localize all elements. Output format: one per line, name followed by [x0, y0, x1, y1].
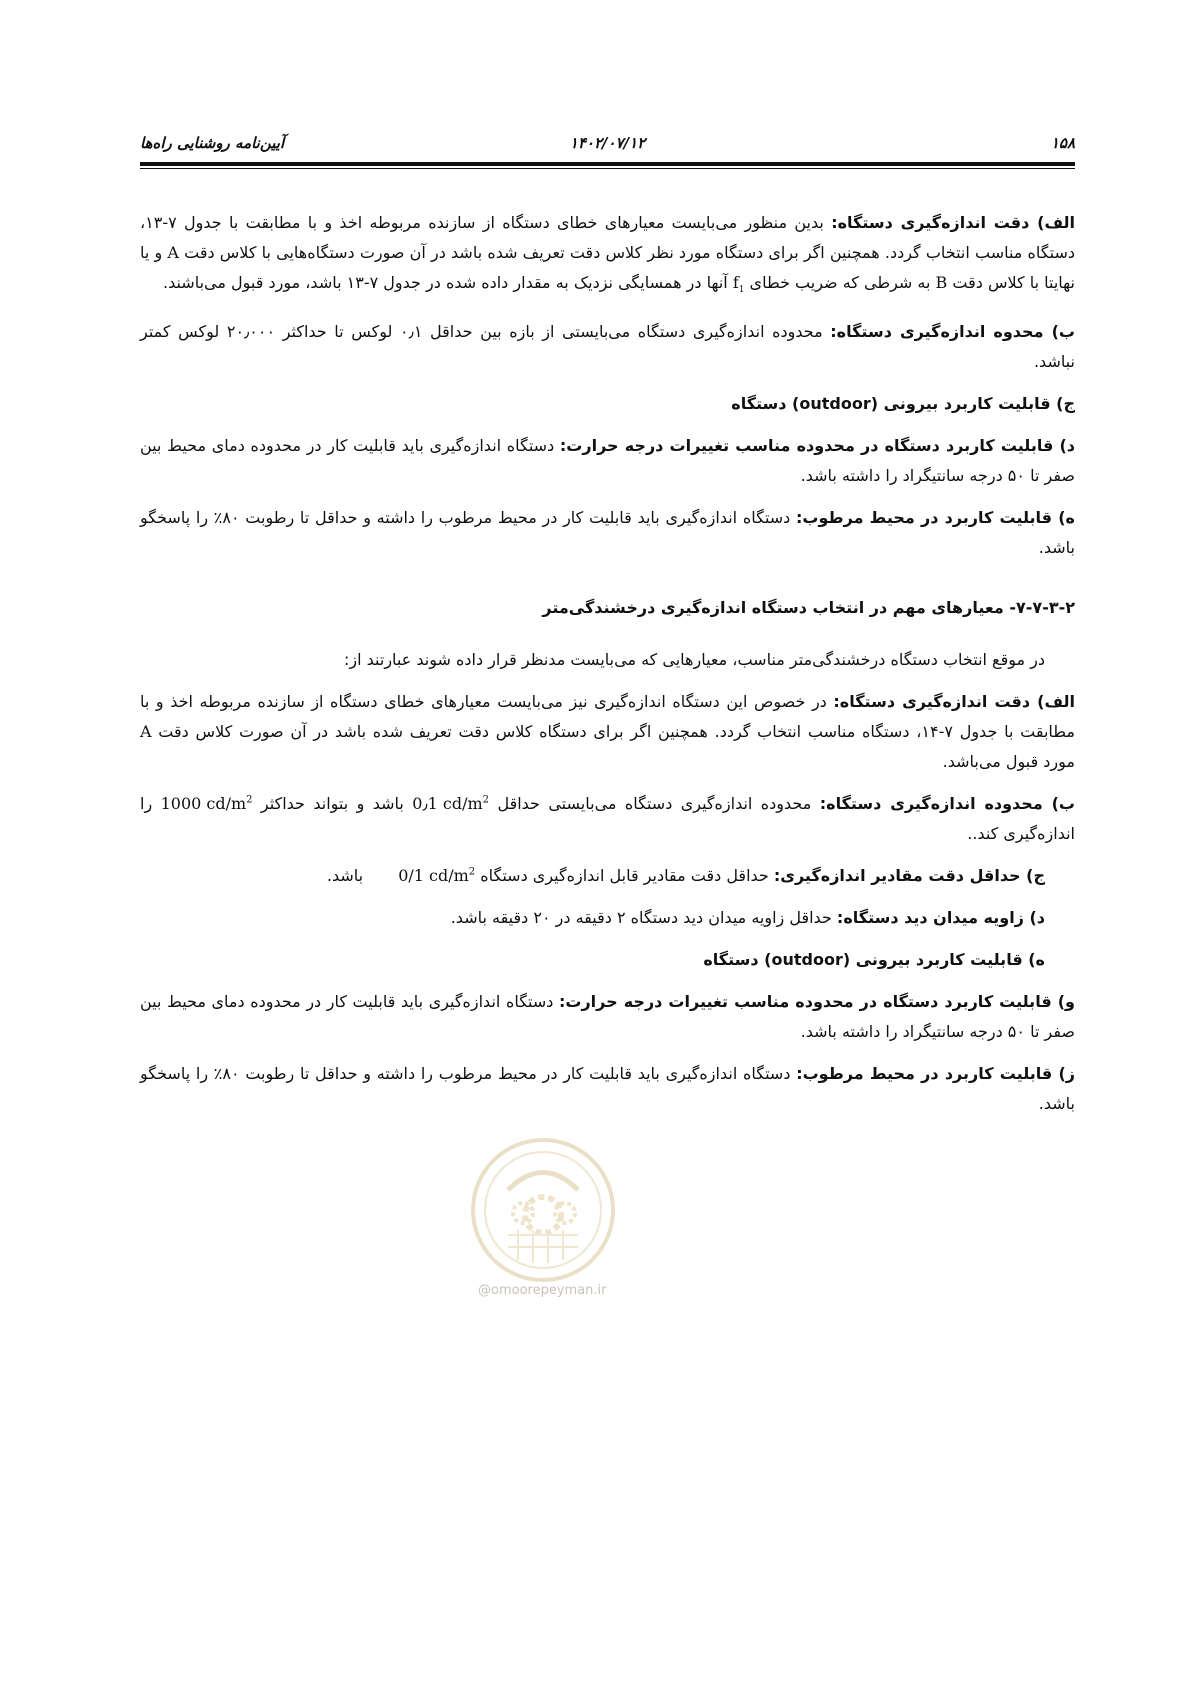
label: ه) قابلیت کاربرد بیرونی (outdoor) دستگاه: [703, 950, 1045, 970]
paragraph-outdoor-1: [140, 389, 1075, 419]
paragraph-field-of-view: د) زاویه میدان دید دستگاه: حداقل زاویه میدان دید دستگاه ۲ دقیقه در ۲۰ دقیقه باشد.: [450, 908, 1045, 928]
header-date: ۱۴۰۲/۰۷/۱۲: [569, 134, 646, 152]
label: ج) قابلیت کاربرد بیرونی (outdoor) دستگاه: [731, 394, 1075, 414]
section-intro: در موقع انتخاب دستگاه درخشندگی‌متر مناسب، معیارهایی که می‌بایست مدنظر قرار داده شوند عبارتند از:: [343, 650, 1045, 670]
paragraph-accuracy-1: الف) دقت اندازه‌گیری دستگاه: بدین منظور می‌بایست معیارهای خطای دستگاه از سازنده مربوطه اخذ و با مطابقت با جدول ۷-۱۳، دستگاه مناسب انتخاب گردد. همچنین اگر برای دستگاه مورد نظر کلاس دقت تعریف شده باشد در آن صورت دستگاه‌هایی با کلاس دقت A و یا نهایتا با کلاس دقت B به شرطی که ضریب خطای $f_1$ آنها در همسایگی نزدیک به مقدار داده شده در جدول ۷-۱۳ باشد، مورد قبول می‌باشند.: [140, 213, 1076, 296]
label: د) زاویه میدان دید دستگاه:: [836, 908, 1045, 928]
paragraph-humidity-2: ز) قابلیت کاربرد در محیط مرطوب: دستگاه اندازه‌گیری باید قابلیت کار در محیط مرطوب را داشته و حداقل تا رطوبت ۸۰٪ را پاسخگو باشد.: [140, 1064, 1075, 1114]
label: ج) حداقل دقت مقادیر اندازه‌گیری:: [773, 866, 1045, 886]
paragraph-temperature-1: د) قابلیت کاربرد دستگاه در محدوده مناسب تغییرات درجه حرارت: دستگاه اندازه‌گیری باید قابلیت کار در محدوده دمای محیط بین صفر تا ۵۰ درجه سانتیگراد را داشته باشد.: [140, 436, 1075, 486]
label: ز) قابلیت کاربرد در محیط مرطوب:: [796, 1064, 1075, 1084]
header-rule-thick: [140, 162, 1075, 166]
label: ب) محدوه اندازه‌گیری دستگاه:: [830, 322, 1075, 342]
label: و) قابلیت کاربرد دستگاه در محدوده مناسب تغییرات درجه حرارت:: [558, 992, 1076, 1012]
watermark-site: @omoorepeyman.ir: [478, 1283, 607, 1298]
watermark-seal-icon: [468, 1135, 618, 1285]
section-heading: ۷-۷-۳-۲- معیارهای مهم در انتخاب دستگاه اندازه‌گیری درخشندگی‌متر: [542, 598, 1075, 618]
header-rule-thin: [140, 168, 1075, 169]
paragraph-accuracy-2: الف) دقت اندازه‌گیری دستگاه: در خصوص این دستگاه اندازه‌گیری نیز می‌بایست معیارهای خطای دستگاه از سازنده مربوطه اخذ و با مطابقت با جدول ۷-۱۴، دستگاه مناسب انتخاب گردد. همچنین اگر برای دستگاه کلاس دقت تعریف شده باشد در آن صورت کلاس دقت A مورد قبول می‌باشد.: [140, 692, 1076, 772]
header-title: آیین‌نامه روشنایی راه‌ها: [140, 134, 285, 152]
paragraph-humidity-1: ه) قابلیت کاربرد در محیط مرطوب: دستگاه اندازه‌گیری باید قابلیت کار در محیط مرطوب را داشته و حداقل تا رطوبت ۸۰٪ را پاسخگو باشد.: [140, 508, 1075, 558]
label: ه) قابلیت کاربرد در محیط مرطوب:: [796, 508, 1075, 528]
paragraph-outdoor-2: [140, 945, 1075, 975]
document-body: [140, 208, 1075, 1131]
paragraph-min-accuracy: ج) حداقل دقت مقادیر اندازه‌گیری: حداقل دقت مقادیر قابل اندازه‌گیری دستگاه 0/1 $cd/m^2$ باشد.: [326, 866, 1045, 886]
page-number: ۱۵۸: [1050, 134, 1075, 152]
paragraph-range-2: ب) محدوده اندازه‌گیری دستگاه: محدوده اندازه‌گیری دستگاه می‌بایستی حداقل 0٫1 $cd/m^2$ باشد و بتواند حداکثر 1000 $cd/m^2$ را اندازه‌گیری کند..: [140, 794, 1076, 844]
paragraph-temperature-2: و) قابلیت کاربرد دستگاه در محدوده مناسب تغییرات درجه حرارت: دستگاه اندازه‌گیری باید قابلیت کار در محدوده دمای محیط بین صفر تا ۵۰ درجه سانتیگراد را داشته باشد.: [140, 992, 1076, 1042]
label: د) قابلیت کاربرد دستگاه در محدوده مناسب تغییرات درجه حرارت:: [559, 436, 1075, 456]
label: ب) محدوده اندازه‌گیری دستگاه:: [819, 794, 1076, 814]
page-header: [140, 126, 1075, 156]
label: الف) دقت اندازه‌گیری دستگاه:: [833, 692, 1076, 712]
paragraph-range-1: ب) محدوه اندازه‌گیری دستگاه: محدوده اندازه‌گیری دستگاه می‌بایستی از بازه بین حداقل ۰٫۱ لوکس تا حداکثر ۲۰٫۰۰۰ لوکس کمتر نباشد.: [140, 322, 1075, 372]
label: الف) دقت اندازه‌گیری دستگاه:: [831, 213, 1076, 232]
